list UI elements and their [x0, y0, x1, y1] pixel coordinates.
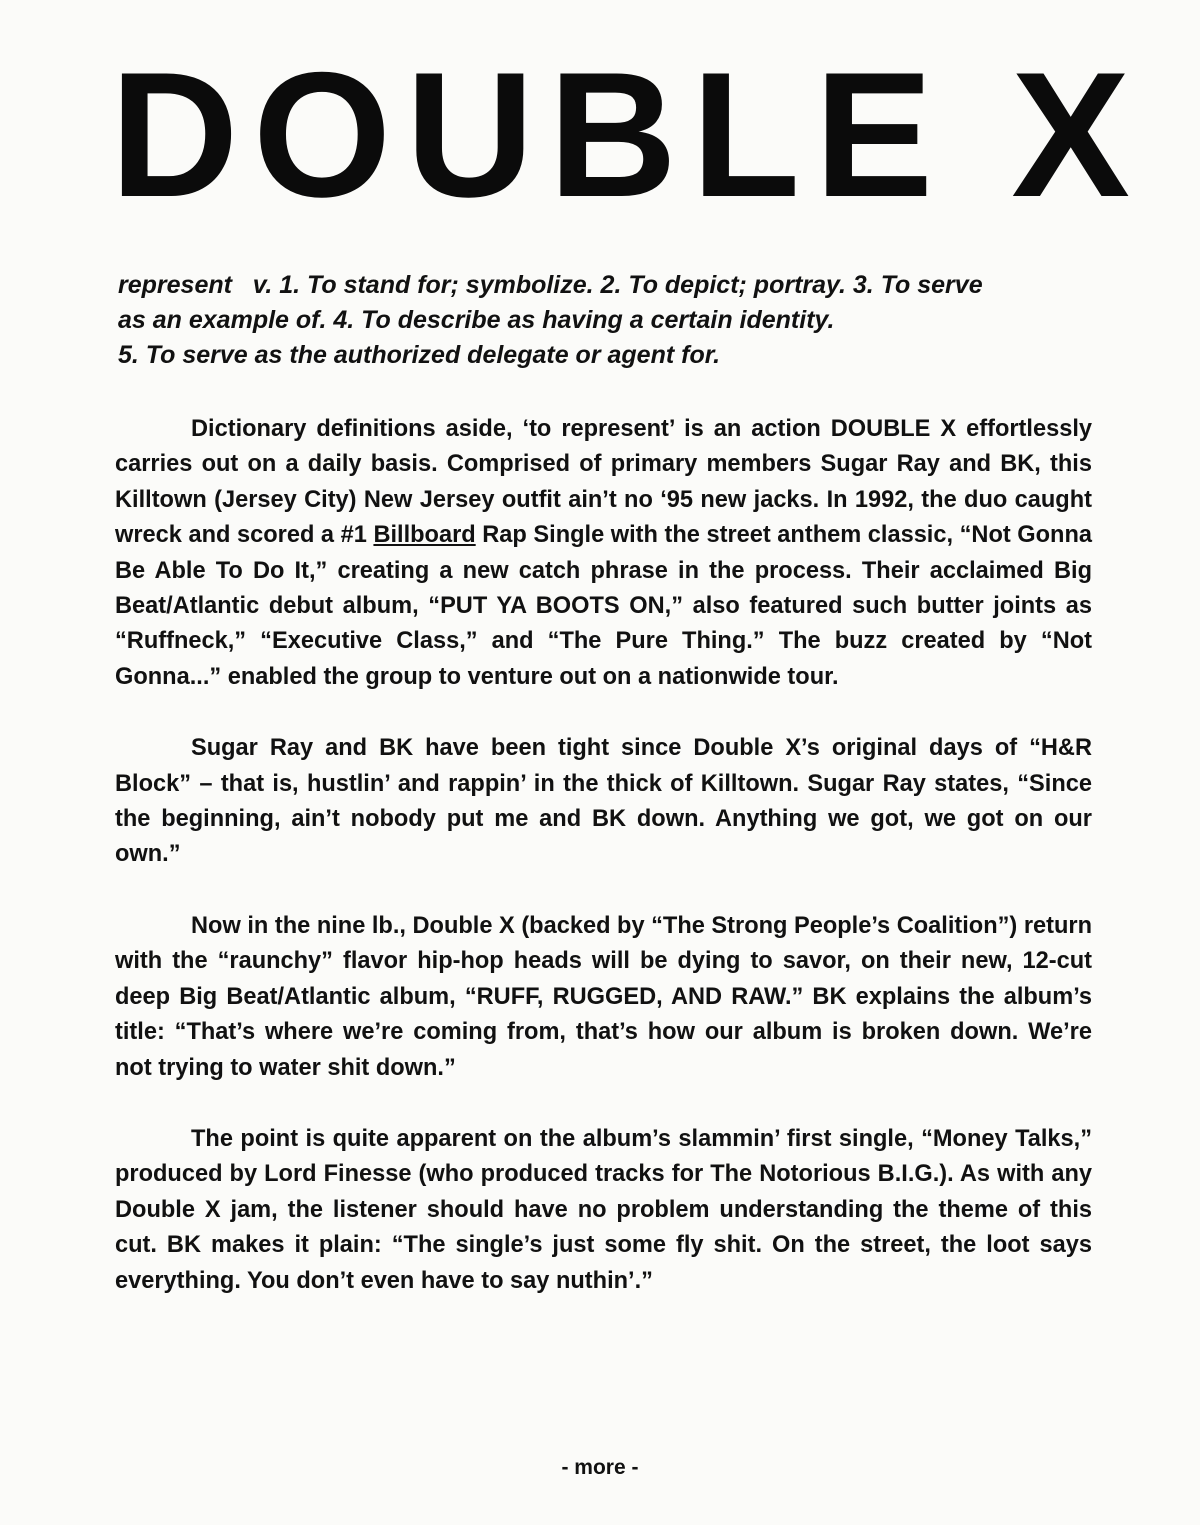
title-text: DOUBLE X: [110, 48, 1130, 208]
dictionary-definition: [118, 268, 1108, 373]
definition-line-2: as an example of. 4. To describe as having a certain identity.: [118, 306, 835, 334]
paragraph-4: The point is quite apparent on the album’s slammin’ first single, “Money Talks,” produced by Lord Finesse (who produced tracks for The Notorious B.I.G.). As with any Double X jam, the listener should have no problem understanding the theme of this cut. BK makes it plain: “The single’s just some fly shit. On the street, the loot says everything. You don’t even have to say nuthin’.”: [115, 1125, 1092, 1294]
title-wordmark: [110, 48, 1132, 208]
paragraph-3: Now in the nine lb., Double X (backed by “The Strong People’s Coalition”) return with the “raunchy” flavor hip-hop heads will be dying to savor, on their new, 12-cut deep Big Beat/Atlantic album, “RUFF, RUGGED, AND RAW.” BK explains the album’s title: “That’s where we’re coming from, that’s how our album is broken down. We’re not trying to water shit down.”: [115, 912, 1092, 1081]
billboard-underlined: Billboard: [373, 522, 476, 549]
paragraph-1-text-a: Dictionary definitions aside, ‘to represent’ is an action DOUBLE X effortlessly carries out on a daily basis. Comprised of primary members Sugar Ray and BK, this Killtown (Jersey City) New Jersey outfit ain’t no ‘95 new jacks. In 1992, the duo caught wreck and scored a #1: [115, 416, 1092, 549]
definition-line-1-rest: v. 1. To stand for; symbolize. 2. To depict; portray. 3. To serve: [252, 271, 983, 299]
definition-line-1: [118, 268, 1108, 303]
paragraph-1-text-b: Rap Single with the street anthem classic, “Not Gonna Be Able To Do It,” creating a new catch phrase in the process. Their acclaimed Big Beat/Atlantic debut album, “PUT YA BOOTS ON,” also featured such butter joints as “Ruffneck,” “Executive Class,” and “The Pure Thing.” The buzz created by “Not Gonna...” enabled the group to venture out on a nationwide tour.: [115, 522, 1092, 690]
page-title: [110, 48, 1132, 208]
paragraph-1: [115, 412, 1092, 695]
definition-line-3: 5. To serve as the authorized delegate or agent for.: [118, 341, 721, 369]
paragraph-2: Sugar Ray and BK have been tight since Double X’s original days of “H&R Block” – that is, hustlin’ and rappin’ in the thick of Killtown. Sugar Ray states, “Since the beginning, ain’t nobody put me and BK down. Anything we got, we got on our own.”: [115, 735, 1092, 868]
definition-word: represent: [118, 271, 232, 299]
article-body: [115, 412, 1092, 1335]
more-footer: - more -: [561, 1456, 639, 1479]
